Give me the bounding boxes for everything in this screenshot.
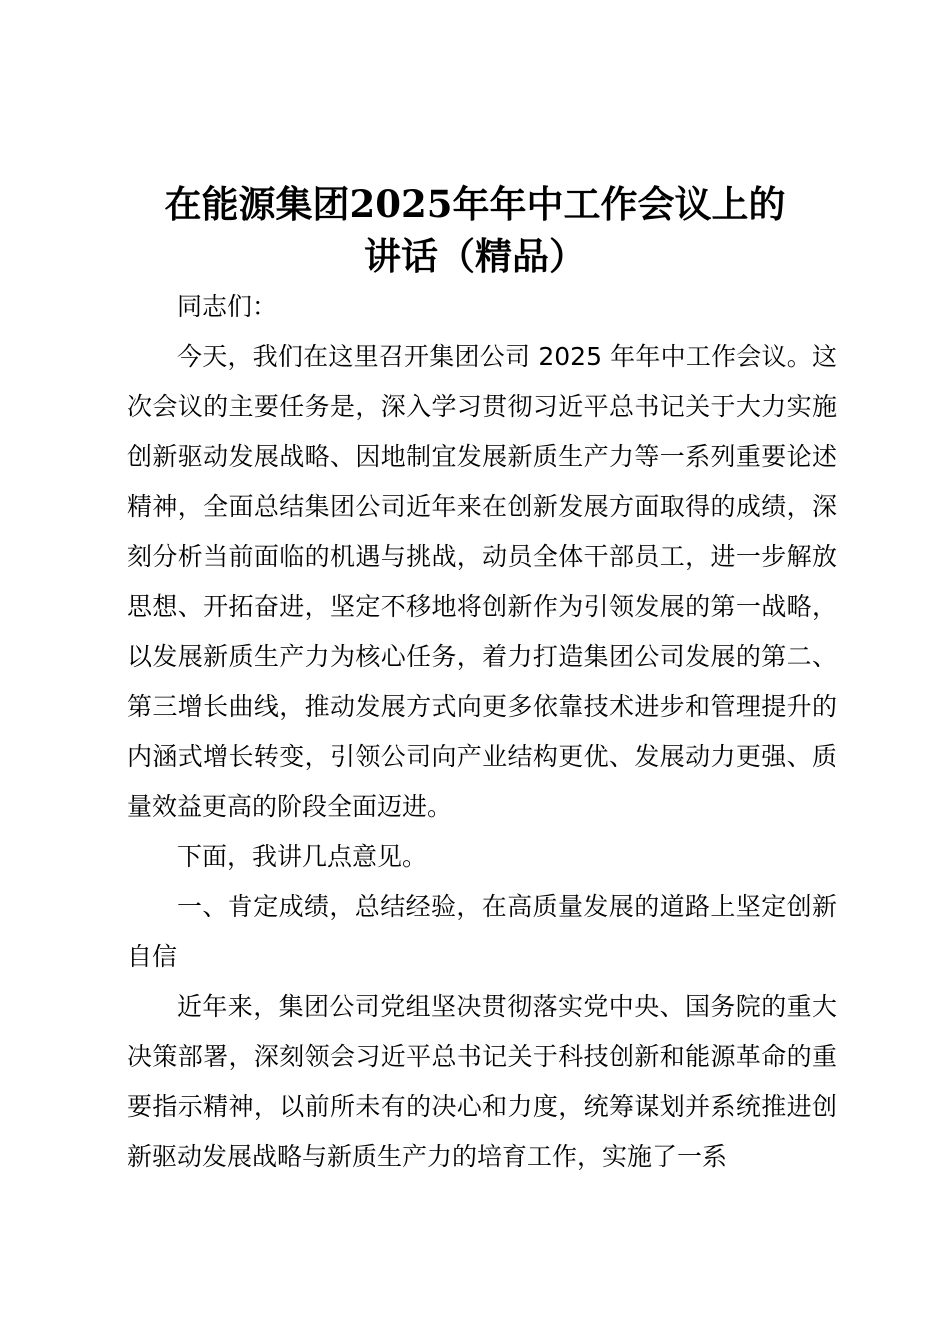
paragraph-transition: 下面，我讲几点意见。 <box>177 842 428 871</box>
title-line-2: 讲话（精品） <box>364 234 586 278</box>
section-heading-1: 一、肯定成绩，总结经验，在高质量发展的道路上坚定创新自信 <box>127 892 837 971</box>
document-title <box>100 178 850 282</box>
salutation: 同志们： <box>177 292 278 321</box>
paragraph-intro: 今天，我们在这里召开集团公司 2025 年年中工作会议。这次会议的主要任务是，深入学习贯彻习近平总书记关于大力实施创新驱动发展战略、因地制宜发展新质生产力等一系列重要论述精神，全面总结集团公司近年来在创新发展方面取得的成绩，深刻分析当前面临的机遇与挑战，动员全体干部员工，进一步解放思想、开拓奋进，坚定不移地将创新作为引领发展的第一战略，以发展新质生产力为核心任务，着力打造集团公司发展的第二、第三增长曲线，推动发展方式向更多依靠技术进步和管理提升的内涵式增长转变，引领公司向产业结构更优、发展动力更强、质量效益更高的阶段全面迈进。 <box>127 342 837 821</box>
paragraph-section-1: 近年来，集团公司党组坚决贯彻落实党中央、国务院的重大决策部署，深刻领会习近平总书记关于科技创新和能源革命的重要指示精神，以前所未有的决心和力度，统筹谋划并系统推进创新驱动发展战略与新质生产力的培育工作，实施了一系 <box>127 992 837 1171</box>
document-body <box>127 282 837 1182</box>
title-line-1: 在能源集团2025年年中工作会议上的 <box>164 182 786 226</box>
